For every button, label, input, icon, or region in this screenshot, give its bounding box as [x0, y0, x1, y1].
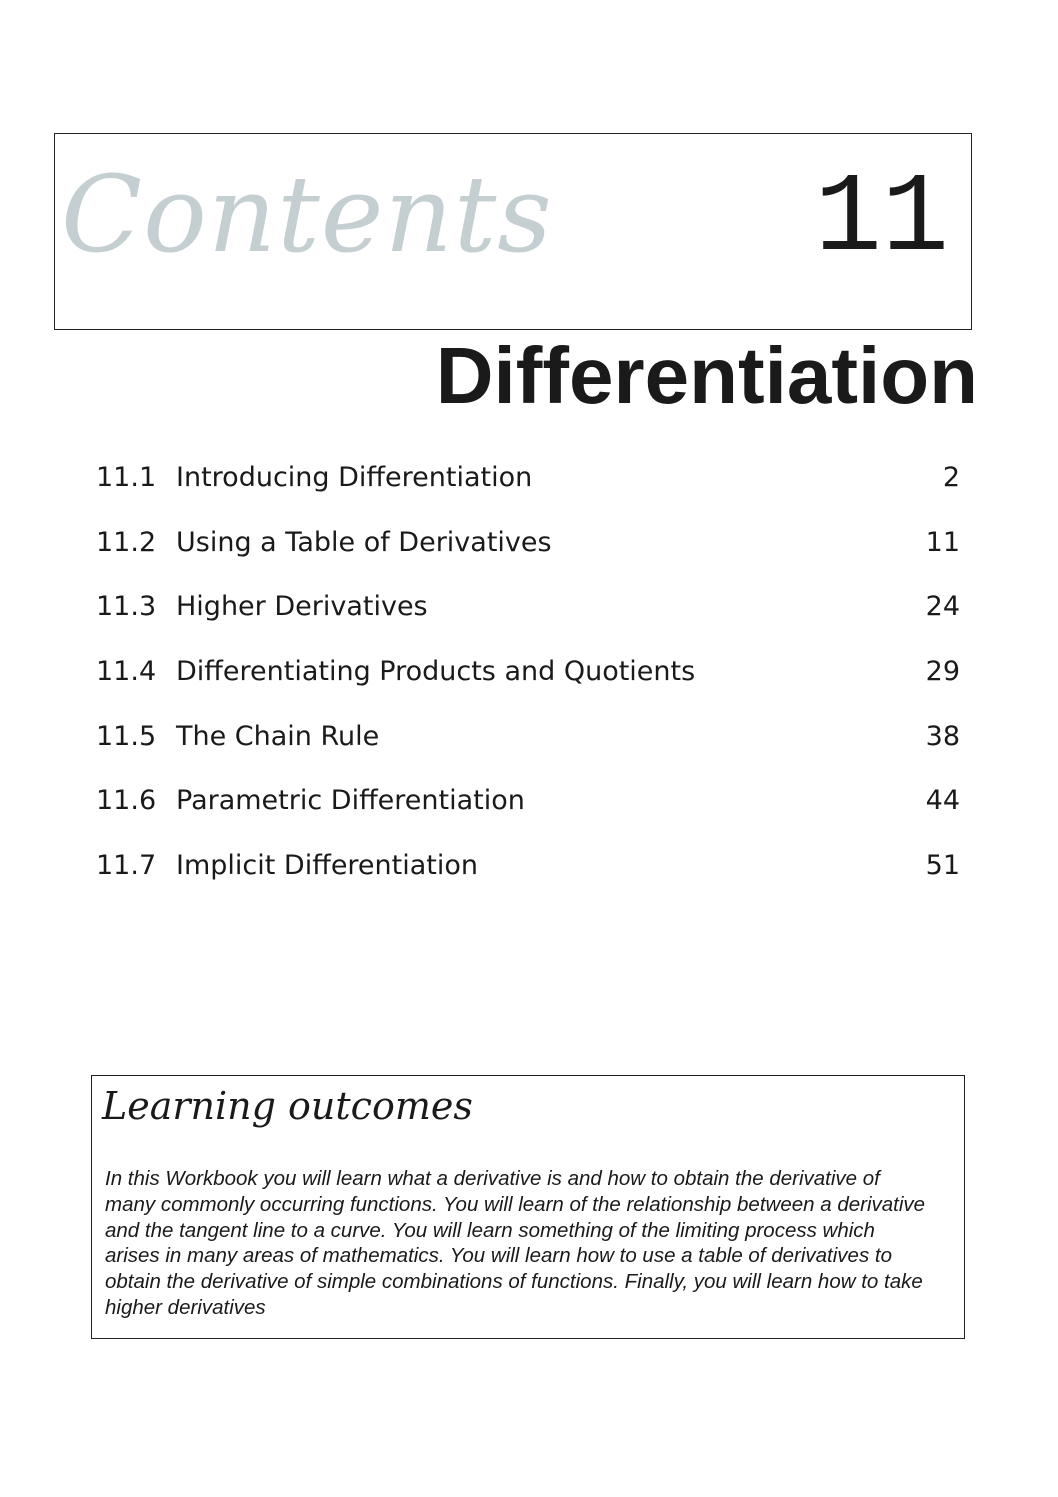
chapter-title: Differentiation — [435, 331, 978, 420]
toc-page-number: 29 — [925, 656, 960, 688]
learning-outcomes-line: obtain the derivative of simple combinations of functions. Finally, you will learn how to take — [105, 1270, 923, 1294]
learning-outcomes-heading: Learning outcomes — [102, 1084, 473, 1128]
toc-page-number: 2 — [942, 462, 960, 493]
toc-entry[interactable] — [96, 588, 960, 653]
toc-entry[interactable] — [96, 459, 960, 524]
toc-section-number: 11.7 — [96, 850, 157, 882]
chapter-header-box — [54, 133, 972, 330]
toc-section-number: 11.3 — [96, 591, 157, 623]
toc-section-number: 11.6 — [96, 785, 157, 817]
learning-outcomes-line: many commonly occurring functions. You will learn of the relationship between a derivative — [105, 1192, 926, 1216]
toc-section-number: 11.1 — [96, 462, 157, 493]
chapter-number: 11 — [814, 156, 949, 283]
toc-section-title[interactable]: Parametric Differentiation — [176, 785, 525, 817]
toc-section-title[interactable]: Introducing Differentiation — [176, 462, 533, 493]
table-of-contents — [96, 459, 960, 912]
toc-section-title[interactable]: Implicit Differentiation — [176, 850, 479, 882]
toc-entry[interactable] — [96, 782, 960, 847]
toc-section-title[interactable]: Higher Derivatives — [176, 591, 428, 623]
learning-outcomes-line: higher derivatives — [105, 1295, 266, 1319]
toc-entry[interactable] — [96, 653, 960, 718]
learning-outcomes-line: In this Workbook you will learn what a derivative is and how to obtain the derivative of — [105, 1167, 880, 1190]
contents-label: Contents — [61, 153, 553, 276]
toc-page-number: 24 — [925, 591, 960, 623]
learning-outcomes-line: arises in many areas of mathematics. You will learn how to use a table of derivatives to — [105, 1244, 892, 1268]
learning-outcomes-text — [105, 1166, 961, 1321]
toc-section-number: 11.2 — [96, 526, 157, 558]
toc-page-number: 44 — [925, 785, 960, 817]
toc-section-title[interactable]: Differentiating Products and Quotients — [176, 656, 696, 688]
toc-page-number: 11 — [925, 526, 960, 558]
toc-entry[interactable] — [96, 524, 960, 589]
toc-entry[interactable] — [96, 718, 960, 783]
toc-page-number: 51 — [925, 850, 960, 882]
toc-section-number: 11.4 — [96, 656, 157, 688]
toc-section-title[interactable]: Using a Table of Derivatives — [176, 526, 552, 558]
toc-entry[interactable] — [96, 847, 960, 912]
toc-section-number: 11.5 — [96, 720, 157, 752]
learning-outcomes-box — [91, 1075, 965, 1339]
toc-page-number: 38 — [925, 720, 960, 752]
toc-section-title[interactable]: The Chain Rule — [176, 720, 380, 752]
learning-outcomes-line: and the tangent line to a curve. You will learn something of the limiting process which — [105, 1218, 875, 1242]
